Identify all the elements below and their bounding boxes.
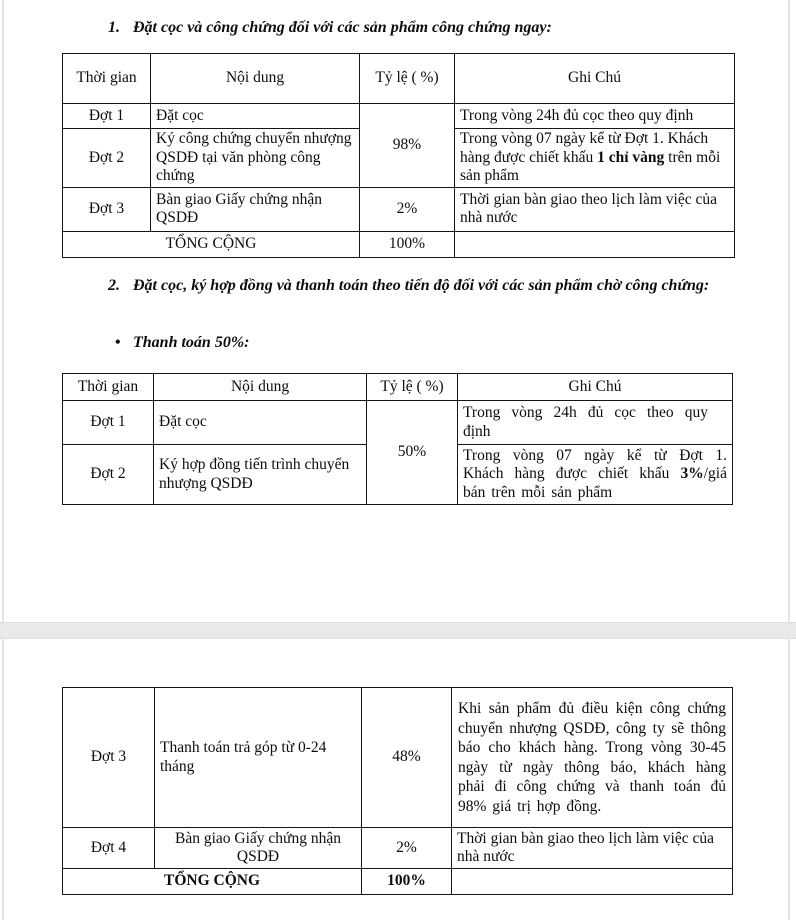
col-header-content: Nội dung bbox=[154, 374, 367, 401]
cell-rate: 2% bbox=[360, 187, 455, 231]
bullet-marker: • bbox=[115, 334, 121, 351]
table-row bbox=[63, 187, 735, 231]
cell-period: Đợt 3 bbox=[63, 688, 155, 828]
cell-rate-merged: 50% bbox=[367, 401, 458, 505]
cell-total-label: TỔNG CỘNG bbox=[63, 231, 360, 257]
section-1-title: Đặt cọc và công chứng đối với các sản phẩm công chứng ngay: bbox=[133, 19, 552, 36]
page-left-edge bbox=[2, 0, 4, 920]
note-text: Trong vòng 07 ngày kể từ Đợt 1. Khách hàng được chiết khấu bbox=[463, 446, 727, 483]
payment-table-continuation bbox=[62, 687, 733, 895]
table-row bbox=[63, 688, 733, 828]
cell-content: Thanh toán trả góp từ 0-24 tháng bbox=[155, 688, 362, 828]
cell-content: Ký công chứng chuyển nhượng QSDĐ tại văn phòng công chứng bbox=[151, 129, 360, 188]
page-separator bbox=[0, 622, 796, 639]
section-2-number: 2. bbox=[108, 277, 120, 294]
cell-content: Đặt cọc bbox=[154, 401, 367, 445]
col-header-time: Thời gian bbox=[63, 374, 154, 401]
cell-period: Đợt 2 bbox=[63, 445, 154, 505]
cell-period: Đợt 2 bbox=[63, 129, 151, 188]
cell-content: Bàn giao Giấy chứng nhận QSDĐ bbox=[155, 828, 362, 869]
table-row bbox=[63, 104, 735, 129]
col-header-content: Nội dung bbox=[151, 54, 360, 104]
cell-content: Đặt cọc bbox=[151, 104, 360, 129]
section-2-title: Đặt cọc, ký hợp đồng và thanh toán theo tiến độ đối với các sản phẩm chờ công chứng: bbox=[133, 277, 710, 294]
cell-period: Đợt 1 bbox=[63, 401, 154, 445]
bullet-item-thanh-toan-50 bbox=[115, 331, 515, 355]
cell-note: Trong vòng 24h đủ cọc theo quy định bbox=[458, 401, 733, 445]
cell-empty bbox=[455, 231, 735, 257]
cell-rate: 2% bbox=[362, 828, 452, 869]
col-header-note: Ghi Chú bbox=[458, 374, 733, 401]
payment-table-immediate-notarization bbox=[62, 53, 735, 258]
cell-note bbox=[455, 129, 735, 188]
note-text: Trong vòng 07 ngày kể từ Đợt 1. Khách hàng được chiết khấu bbox=[460, 130, 709, 166]
cell-note: Trong vòng 24h đủ cọc theo quy định bbox=[455, 104, 735, 129]
section-1-heading bbox=[108, 16, 768, 40]
cell-period: Đợt 1 bbox=[63, 104, 151, 129]
payment-table-50-percent bbox=[62, 373, 733, 505]
cell-period: Đợt 3 bbox=[63, 187, 151, 231]
col-header-time: Thời gian bbox=[63, 54, 151, 104]
table-total-row bbox=[63, 231, 735, 257]
section-2-heading bbox=[108, 274, 742, 298]
table-total-row bbox=[63, 869, 733, 895]
section-1-number: 1. bbox=[108, 19, 120, 36]
col-header-rate: Tỷ lệ ( %) bbox=[360, 54, 455, 104]
cell-content: Bàn giao Giấy chứng nhận QSDĐ bbox=[151, 187, 360, 231]
page-right-edge bbox=[788, 0, 790, 920]
cell-content: Ký hợp đồng tiến trình chuyển nhượng QSDĐ bbox=[154, 445, 367, 505]
note-bold-text: 1 chỉ vàng bbox=[597, 148, 665, 166]
cell-note: Thời gian bàn giao theo lịch làm việc của nhà nước bbox=[455, 187, 735, 231]
cell-rate: 48% bbox=[362, 688, 452, 828]
note-text: trên mỗi sản phẩm bbox=[460, 148, 721, 184]
table-row bbox=[63, 401, 733, 445]
cell-total-label: TỔNG CỘNG bbox=[63, 869, 362, 895]
cell-rate-merged: 98% bbox=[360, 104, 455, 188]
cell-note: Khi sản phẩm đủ điều kiện công chứng chuyển nhượng QSDĐ, công ty sẽ thông báo cho khách hàng. Trong vòng 30-45 ngày từ ngày thông báo, khách hàng phải đi công chứng và thanh toán đủ 98% giá trị hợp đồng. bbox=[452, 688, 733, 828]
table-row bbox=[63, 828, 733, 869]
cell-note bbox=[458, 445, 733, 505]
cell-period: Đợt 4 bbox=[63, 828, 155, 869]
table-header-row bbox=[63, 54, 735, 104]
cell-total-rate: 100% bbox=[362, 869, 452, 895]
col-header-rate: Tỷ lệ ( %) bbox=[367, 374, 458, 401]
note-bold-text: 3% bbox=[680, 465, 704, 483]
bullet-label: Thanh toán 50%: bbox=[133, 334, 250, 351]
cell-empty bbox=[452, 869, 733, 895]
cell-note: Thời gian bàn giao theo lịch làm việc của nhà nước bbox=[452, 828, 733, 869]
cell-total-rate: 100% bbox=[360, 231, 455, 257]
note-text: /giá bán trên mỗi sản phẩm bbox=[463, 465, 727, 501]
col-header-note: Ghi Chú bbox=[455, 54, 735, 104]
table-header-row bbox=[63, 374, 733, 401]
